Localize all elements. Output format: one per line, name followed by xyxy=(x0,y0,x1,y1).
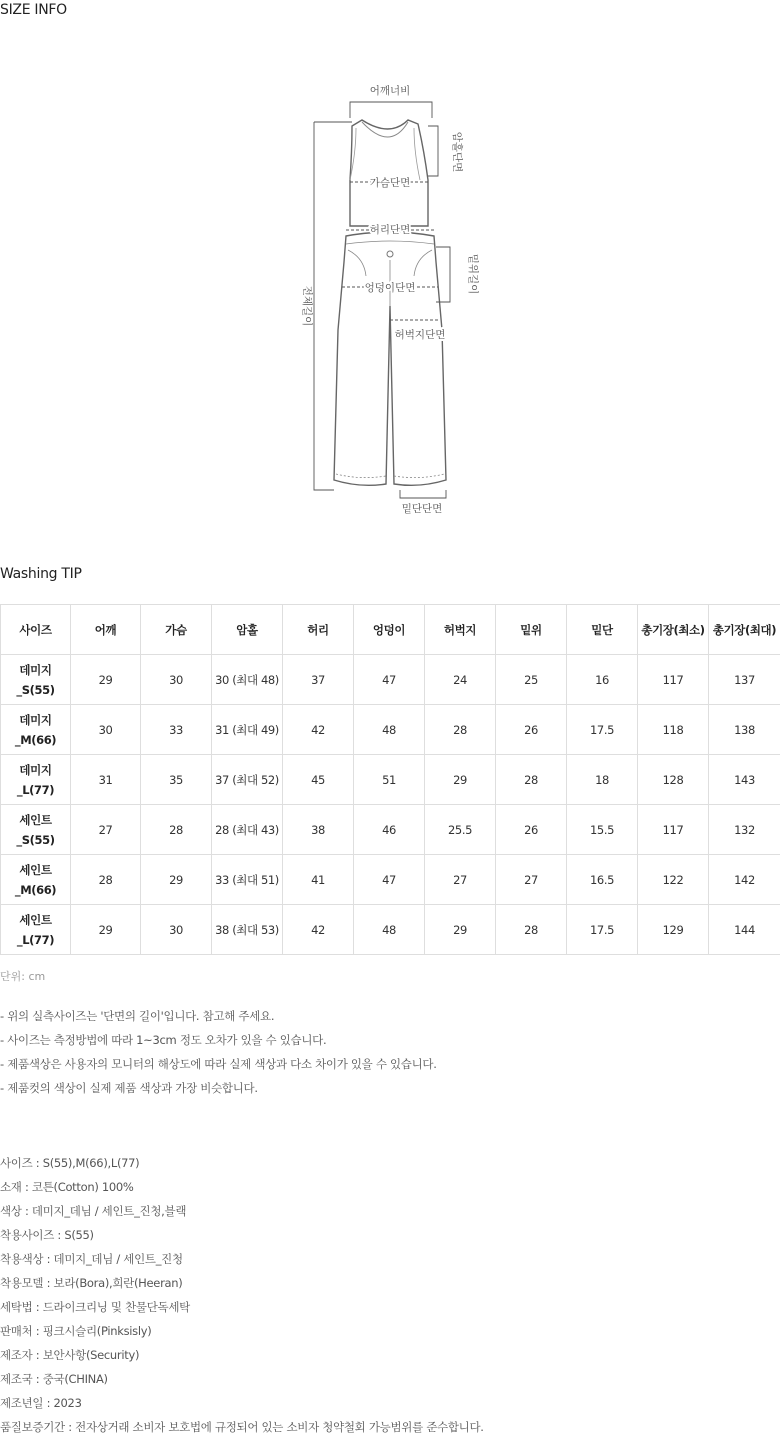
table-cell: 17.5 xyxy=(567,905,638,955)
table-cell: 17.5 xyxy=(567,705,638,755)
table-row xyxy=(1,805,780,855)
table-cell: 35 xyxy=(141,755,212,805)
table-cell: 30 xyxy=(71,705,141,755)
table-cell: 31 (최대 49) xyxy=(212,705,283,755)
column-header: 허벅지 xyxy=(425,605,496,655)
column-header: 엉덩이 xyxy=(354,605,425,655)
table-cell: 30 xyxy=(141,655,212,705)
unit-note: 단위: cm xyxy=(0,970,46,983)
table-cell: 144 xyxy=(709,905,780,955)
table-cell: 18 xyxy=(567,755,638,805)
table-cell: 15.5 xyxy=(567,805,638,855)
table-cell: 51 xyxy=(354,755,425,805)
table-cell: 41 xyxy=(283,855,354,905)
note-item: - 제품컷의 색상이 실제 제품 색상과 가장 비슷합니다. xyxy=(0,1081,258,1095)
table-body xyxy=(1,655,780,955)
size-label-cell: 데미지 _M(66) xyxy=(1,705,71,755)
table-cell: 26 xyxy=(496,705,567,755)
size-label-cell: 세인트_S(55) xyxy=(1,805,71,855)
size-table xyxy=(0,604,780,955)
table-cell: 27 xyxy=(496,855,567,905)
spec-item: 세탁법 : 드라이크리닝 및 찬물단독세탁 xyxy=(0,1300,190,1314)
spec-item: 제조자 : 보안사항(Security) xyxy=(0,1348,140,1362)
table-row xyxy=(1,905,780,955)
label-hip: 엉덩이단면 xyxy=(364,282,416,294)
size-info-title: SIZE INFO xyxy=(0,2,67,18)
table-cell: 48 xyxy=(354,705,425,755)
size-label-cell: 세인트 _M(66) xyxy=(1,855,71,905)
table-cell: 37 xyxy=(283,655,354,705)
label-chest: 가슴단면 xyxy=(369,177,411,189)
table-cell: 28 (최대 43) xyxy=(212,805,283,855)
table-cell: 42 xyxy=(283,705,354,755)
table-cell: 129 xyxy=(638,905,709,955)
table-cell: 29 xyxy=(425,755,496,805)
table-cell: 28 xyxy=(496,755,567,805)
table-cell: 29 xyxy=(71,905,141,955)
table-row xyxy=(1,755,780,805)
spec-item: 색상 : 데미지_데님 / 세인트_진청,블랙 xyxy=(0,1204,187,1218)
label-armhole: 암홀단면 xyxy=(451,131,463,173)
column-header: 총기장(최대) xyxy=(709,605,780,655)
table-cell: 138 xyxy=(709,705,780,755)
spec-item: 사이즈 : S(55),M(66),L(77) xyxy=(0,1156,140,1170)
table-cell: 143 xyxy=(709,755,780,805)
size-label-cell: 데미지_L(77) xyxy=(1,755,71,805)
table-cell: 46 xyxy=(354,805,425,855)
table-cell: 117 xyxy=(638,655,709,705)
size-label-cell: 데미지_S(55) xyxy=(1,655,71,705)
table-cell: 118 xyxy=(638,705,709,755)
table-cell: 28 xyxy=(425,705,496,755)
spec-item: 착용사이즈 : S(55) xyxy=(0,1228,94,1242)
table-cell: 25.5 xyxy=(425,805,496,855)
note-item: - 제품색상은 사용자의 모니터의 해상도에 따라 실제 색상과 다소 차이가 있을 수 있습니다. xyxy=(0,1057,437,1071)
table-cell: 142 xyxy=(709,855,780,905)
table-cell: 24 xyxy=(425,655,496,705)
table-cell: 38 (최대 53) xyxy=(212,905,283,955)
table-cell: 33 xyxy=(141,705,212,755)
table-cell: 16 xyxy=(567,655,638,705)
label-hem: 밑단단면 xyxy=(401,503,443,515)
label-thigh: 허벅지단면 xyxy=(394,329,446,341)
table-cell: 29 xyxy=(141,855,212,905)
table-cell: 48 xyxy=(354,905,425,955)
table-cell: 30 xyxy=(141,905,212,955)
column-header: 밑단 xyxy=(567,605,638,655)
notes-list xyxy=(0,1007,437,1103)
label-rise: 밑위길이 xyxy=(467,253,479,295)
table-cell: 137 xyxy=(709,655,780,705)
column-header: 가슴 xyxy=(141,605,212,655)
washing-tip-title: Washing TIP xyxy=(0,566,82,582)
size-label-cell: 세인트_L(77) xyxy=(1,905,71,955)
label-total-length: 전체길이 xyxy=(301,285,313,327)
table-cell: 47 xyxy=(354,855,425,905)
table-cell: 117 xyxy=(638,805,709,855)
table-cell: 28 xyxy=(496,905,567,955)
table-cell: 128 xyxy=(638,755,709,805)
spec-item: 제조년일 : 2023 xyxy=(0,1396,82,1410)
table-row xyxy=(1,655,780,705)
column-header: 어깨 xyxy=(71,605,141,655)
spec-item: 착용색상 : 데미지_데님 / 세인트_진청 xyxy=(0,1252,183,1266)
tank-top-outline xyxy=(350,120,428,226)
table-cell: 16.5 xyxy=(567,855,638,905)
table-cell: 42 xyxy=(283,905,354,955)
table-cell: 31 xyxy=(71,755,141,805)
table-cell: 28 xyxy=(71,855,141,905)
table-cell: 38 xyxy=(283,805,354,855)
table-cell: 29 xyxy=(425,905,496,955)
note-item: - 사이즈는 측정방법에 따라 1~3cm 정도 오차가 있을 수 있습니다. xyxy=(0,1033,327,1047)
column-header: 총기장(최소) xyxy=(638,605,709,655)
table-cell: 132 xyxy=(709,805,780,855)
table-cell: 30 (최대 48) xyxy=(212,655,283,705)
spec-item: 품질보증기간 : 전자상거래 소비자 보호법에 규정되어 있는 소비자 청약철회 가능범위를 준수합니다. xyxy=(0,1420,484,1434)
table-header-row xyxy=(1,605,780,655)
table-cell: 26 xyxy=(496,805,567,855)
table-cell: 27 xyxy=(71,805,141,855)
table-cell: 47 xyxy=(354,655,425,705)
table-cell: 27 xyxy=(425,855,496,905)
table-cell: 37 (최대 52) xyxy=(212,755,283,805)
note-item: - 위의 실측사이즈는 '단면의 길이'입니다. 참고해 주세요. xyxy=(0,1009,275,1023)
product-specs-list xyxy=(0,1154,484,1439)
spec-item: 소재 : 코튼(Cotton) 100% xyxy=(0,1180,134,1194)
spec-item: 착용모델 : 보라(Bora),희란(Heeran) xyxy=(0,1276,183,1290)
column-header: 사이즈 xyxy=(1,605,71,655)
spec-item: 제조국 : 중국(CHINA) xyxy=(0,1372,108,1386)
column-header: 허리 xyxy=(283,605,354,655)
column-header: 암홀 xyxy=(212,605,283,655)
measurement-diagram xyxy=(290,80,480,520)
table-cell: 29 xyxy=(71,655,141,705)
column-header: 밑위 xyxy=(496,605,567,655)
label-waist: 허리단면 xyxy=(369,224,411,236)
table-cell: 25 xyxy=(496,655,567,705)
spec-item: 판매처 : 핑크시슬리(Pinksisly) xyxy=(0,1324,152,1338)
label-shoulder: 어깨너비 xyxy=(369,85,411,97)
table-cell: 122 xyxy=(638,855,709,905)
table-row xyxy=(1,705,780,755)
table-cell: 28 xyxy=(141,805,212,855)
table-cell: 33 (최대 51) xyxy=(212,855,283,905)
table-row xyxy=(1,855,780,905)
table-cell: 45 xyxy=(283,755,354,805)
